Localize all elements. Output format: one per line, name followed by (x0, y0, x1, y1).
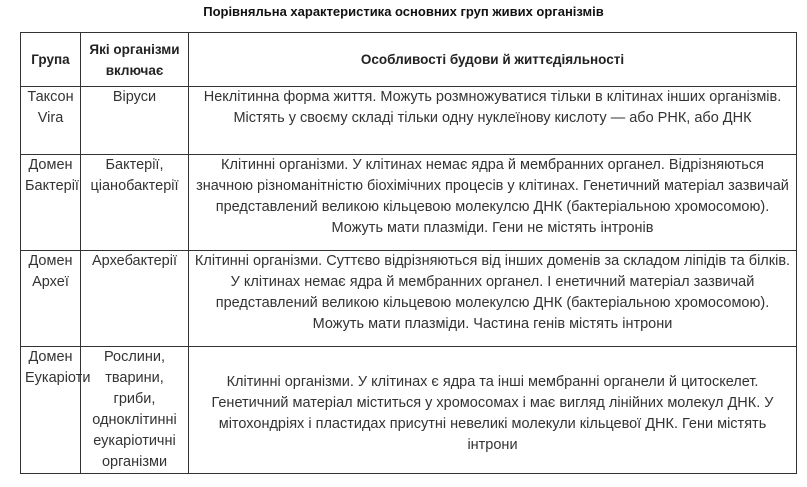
table-header-row (21, 33, 797, 87)
header-features: Особливості будови й життєдіяльності (189, 33, 797, 87)
table-row (21, 87, 797, 155)
table-row (21, 347, 797, 474)
cell-organisms: Рослини, тварини, гриби, одноклітинні еукаріотичні організми (81, 347, 189, 474)
cell-group: Домен Археї (21, 251, 81, 347)
cell-features: Клітинні організми. У клітинах немає ядра й мембранних органел. Відрізняються значною різноманітністю біохімічних процесів у клітинах. Генетичний матеріал зазвичай представлений великою кільцевою молекулсю ДНК (бактеріальною хромосомою). Можуть мати плазміди. Гени не містять інтронів (189, 155, 797, 251)
cell-group: Домен Бактерії (21, 155, 81, 251)
comparison-table (20, 32, 797, 474)
table-row (21, 251, 797, 347)
page-title: Порівняльна характеристика основних груп живих організмів (203, 4, 604, 19)
cell-features: Клітинні організми. Суттєво відрізняються від інших доменів за складом ліпідів та білків. У клітинах немає ядра й мембранних органел. І енетичний матеріал зазвичай представлений великою кільцевою молекулсю ДНК (бактеріальною хромосомою). Можуть мати плазміди. Частина генів містять інтрони (189, 251, 797, 347)
cell-features: Клітинні організми. У клітинах є ядра та інші мембранні органели й цитоскелет. Генетичний матеріал міститься у хромосомах і має вигляд лінійних молекул ДНК. У мітохондріях і пластидах присутні невеликі молекули кільцевої ДНК. Гени містять інтрони (189, 347, 797, 474)
cell-group: Таксон Vira (21, 87, 81, 155)
header-group: Група (21, 33, 81, 87)
cell-organisms: Бактерії, ціанобактерії (81, 155, 189, 251)
header-organisms: Які організми включає (81, 33, 189, 87)
cell-group: Домен Еукаріоти (21, 347, 81, 474)
table-row (21, 155, 797, 251)
cell-organisms: Віруси (81, 87, 189, 155)
cell-features: Неклітинна форма життя. Можуть розмножуватися тільки в клітинах інших організмів. Містять у своєму складі тільки одну нуклеїнову кислоту — або РНК, або ДНК (189, 87, 797, 155)
cell-organisms: Архебактерії (81, 251, 189, 347)
